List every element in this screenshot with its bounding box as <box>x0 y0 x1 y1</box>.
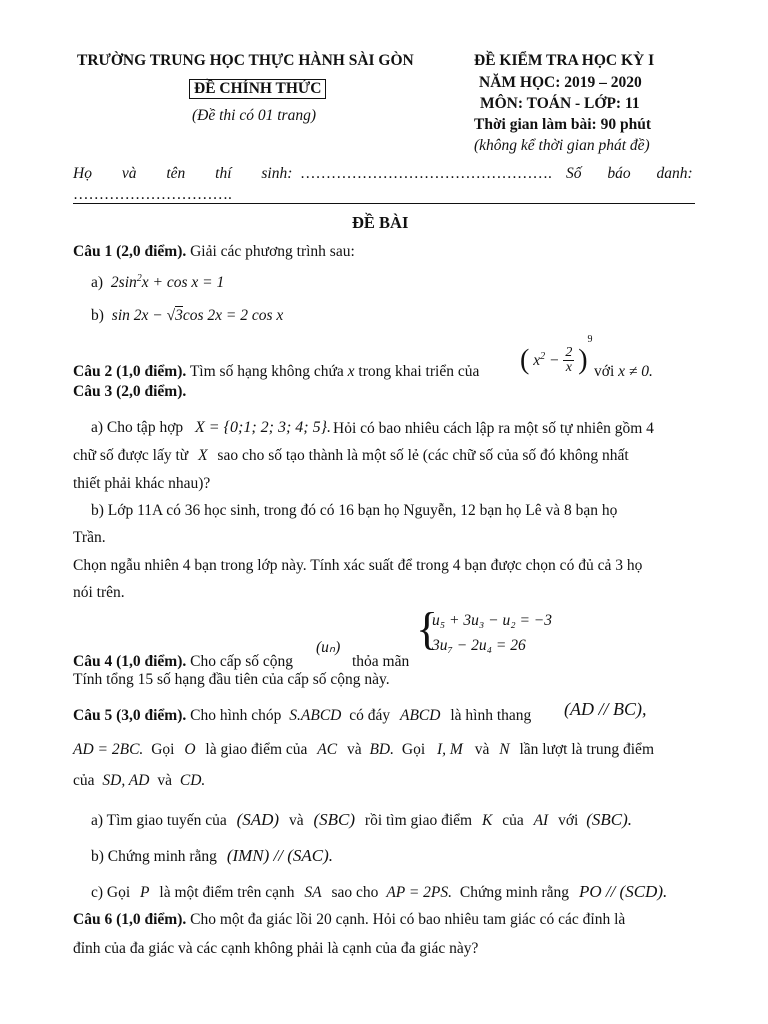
line-ac: AC <box>317 741 338 758</box>
system-eq-1: u₅ + 3u₃ − u₂ = −3 <box>432 612 553 629</box>
question-5-text2: có đáy <box>349 707 391 724</box>
exam-title: ĐỀ KIỂM TRA HỌC KỲ I <box>474 52 655 69</box>
candidate-id-label: Số báo danh: <box>566 165 693 182</box>
trapezoid-condition: (AD // BC), <box>564 699 647 719</box>
segments-sd-ad: SD, AD <box>102 772 150 789</box>
base-name: ABCD <box>400 707 441 724</box>
subject: MÔN: TOÁN - LỚP: 11 <box>480 95 640 112</box>
equation-1b-part1: sin 2x − <box>111 307 167 324</box>
question-5c-text2: là một điểm trên cạnh <box>159 884 295 901</box>
question-5-text5: là giao điểm của <box>205 741 308 758</box>
binomial-exponent: 9 <box>587 334 593 345</box>
equation-1b-sqrt: 3 <box>175 307 183 324</box>
question-6-label: Câu 6 (1,0 điểm). <box>73 911 187 928</box>
question-5-text6: Gọi <box>401 741 426 758</box>
question-1a-label: a) <box>91 274 104 292</box>
question-1b-label: b) <box>91 307 104 324</box>
question-5b-text: b) Chứng minh rằng <box>91 848 217 865</box>
question-3b-text1: b) Lớp 11A có 36 học sinh, trong đó có 16 bạn họ Nguyễn, 12 bạn họ Lê và 8 bạn họ <box>91 502 618 519</box>
question-5-text7: lần lượt là trung điểm <box>519 741 654 758</box>
question-5c <box>91 882 667 902</box>
pages-note: (Đề thi có 01 trang) <box>192 107 316 124</box>
equation-1b: sin 2x − √3cos 2x = 2 cos x <box>111 307 284 324</box>
binomial-expression: ( $x^2$ − $\frac{2}{x}$ )$^9$ <box>520 334 593 376</box>
segment-sa: SA <box>304 884 322 901</box>
question-3b-text4: nói trên. <box>73 584 125 601</box>
equation-1a: $2\sin^2x + \cos x = 1$ <box>110 273 225 292</box>
question-5-and3: và <box>157 772 172 789</box>
question-6-line1 <box>73 911 625 929</box>
question-5c-text3: sao cho <box>331 884 379 901</box>
question-5c-text1: c) Gọi <box>91 884 131 901</box>
question-3a-text5: thiết phải khác nhau)? <box>73 475 211 492</box>
question-5-text3: là hình thang <box>450 707 532 724</box>
point-k: K <box>481 812 493 829</box>
system-eq-2: 3u₇ − 2u₄ = 26 <box>432 637 526 654</box>
official-badge: ĐỀ CHÍNH THỨC <box>189 79 326 99</box>
question-5-label: Câu 5 (3,0 điểm). <box>73 707 187 724</box>
question-3a-line2 <box>73 447 629 465</box>
equation-1b-part2: cos 2x = 2 cos x <box>182 307 284 324</box>
question-3b-text2: Trần. <box>73 529 106 546</box>
question-2 <box>73 363 479 381</box>
binomial-fraction-numerator: 2 <box>565 344 573 360</box>
ap-ps-relation: AP = 2PS. <box>386 884 453 901</box>
question-5-text1: Cho hình chóp <box>190 707 282 724</box>
question-2-text3: với <box>594 363 615 380</box>
candidate-name-blank[interactable]: …………………………………………. <box>300 165 552 182</box>
question-5a-text4: với <box>558 812 579 829</box>
question-5-line2 <box>73 741 654 759</box>
question-5a-text2: rồi tìm giao điểm <box>364 812 473 829</box>
duration-note: (không kể thời gian phát đề) <box>474 137 650 154</box>
main-title: ĐỀ BÀI <box>352 213 409 232</box>
question-3a-text4: sao cho số tạo thành là một số lẻ (các chữ số của số đó không nhất <box>217 447 629 464</box>
header-divider <box>73 203 695 204</box>
question-5b <box>91 846 333 866</box>
duration: Thời gian làm bài: 90 phút <box>474 116 651 133</box>
line-ai: AI <box>533 812 549 829</box>
binomial-fraction-denominator: x <box>565 359 572 375</box>
question-4-text3: Tính tổng 15 số hạng đầu tiên của cấp số cộng này. <box>73 671 390 688</box>
question-1-text: Giải các phương trình sau: <box>190 243 355 260</box>
points-i-m: I, M <box>437 741 463 758</box>
sequence-symbol: (uₙ) <box>316 639 341 656</box>
question-2-cond: x ≠ 0. <box>618 363 653 380</box>
question-5-and1: và <box>346 741 362 758</box>
question-3a-text1: a) Cho tập hợp <box>91 419 184 436</box>
segment-cd: CD. <box>179 772 206 789</box>
question-5-line1 <box>73 707 531 725</box>
question-2-text2: trong khai triển của <box>358 363 480 380</box>
set-x: X = {0;1; 2; 3; 4; 5}. <box>195 419 332 436</box>
question-4-text1: Cho cấp số cộng <box>190 653 293 670</box>
point-p: P <box>140 884 150 901</box>
plane-sbc: (SBC) <box>313 810 356 829</box>
candidate-id-blank[interactable]: …………………………. <box>73 186 232 203</box>
question-4-label: Câu 4 (1,0 điểm). <box>73 653 187 670</box>
question-1-label: Câu 1 (2,0 điểm). <box>73 243 187 260</box>
question-5-and2: và <box>474 741 490 758</box>
candidate-name-label: Họ và tên thí sinh: <box>73 165 293 182</box>
question-5a-text3: của <box>502 812 524 829</box>
question-1a <box>91 273 224 292</box>
plane-sbc-2: (SBC). <box>586 810 633 829</box>
system-brace: { <box>416 603 439 654</box>
question-3a-line1 <box>91 419 331 437</box>
question-5-text8: của <box>73 772 95 789</box>
line-bd: BD. <box>369 741 395 758</box>
school-name: TRƯỜNG TRUNG HỌC THỰC HÀNH SÀI GÒN <box>77 52 414 69</box>
question-3a-var: X <box>198 447 208 464</box>
question-5c-text4: Chứng minh rằng <box>459 884 570 901</box>
question-4-text2: thỏa mãn <box>352 653 410 670</box>
question-3a-text3: chữ số được lấy từ <box>73 447 189 464</box>
question-5c-statement: PO // (SCD). <box>578 882 668 901</box>
question-5b-statement: (IMN) // (SAC). <box>226 846 334 865</box>
question-2-condition <box>594 363 653 381</box>
question-4 <box>73 653 293 671</box>
question-3-label: Câu 3 (2,0 điểm). <box>73 383 187 400</box>
question-2-label: Câu 2 (1,0 điểm). <box>73 363 187 380</box>
point-n: N <box>499 741 510 758</box>
pyramid-name: S.ABCD <box>289 707 342 724</box>
plane-sad: (SAD) <box>236 810 280 829</box>
question-1b <box>91 307 283 325</box>
school-year: NĂM HỌC: 2019 – 2020 <box>479 74 642 91</box>
ad-bc-relation: AD = 2BC. <box>73 741 144 758</box>
question-3b-text3: Chọn ngẫu nhiên 4 bạn trong lớp này. Tính xác suất để trong 4 bạn được chọn có đủ cả 3 họ <box>73 557 643 574</box>
question-1 <box>73 243 355 261</box>
question-3a-text2: Hỏi có bao nhiêu cách lập ra một số tự nhiên gồm 4 <box>333 420 654 437</box>
question-5a-and: và <box>288 812 304 829</box>
question-2-text1: Tìm số hạng không chứa <box>189 363 344 380</box>
question-5a <box>91 810 632 830</box>
question-6-text1: Cho một đa giác lồi 20 cạnh. Hỏi có bao nhiêu tam giác có các đỉnh là <box>190 911 626 928</box>
question-5a-text1: a) Tìm giao tuyến của <box>91 812 227 829</box>
question-5-line3 <box>73 772 205 790</box>
question-2-var: x <box>347 363 355 380</box>
point-o: O <box>184 741 196 758</box>
question-6-text2: đỉnh của đa giác và các cạnh không phải là cạnh của đa giác này? <box>73 940 479 957</box>
question-5-text4: Gọi <box>151 741 175 758</box>
